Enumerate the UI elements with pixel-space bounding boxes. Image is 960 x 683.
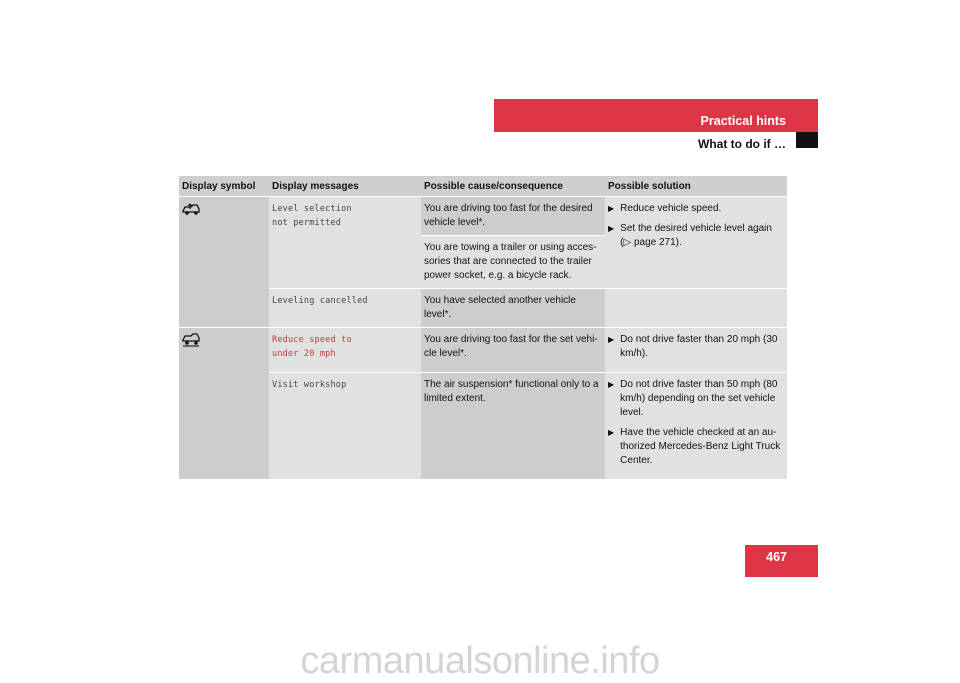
header-bar [494, 99, 818, 132]
solution-item [608, 222, 784, 250]
bullet-arrow-icon: ▶ [608, 224, 615, 233]
solution-cell [605, 328, 787, 373]
watermark: carmanualsonline.info [300, 640, 660, 682]
cause-cell: You are driving too fast for the set vehi-cle level*. [421, 328, 605, 373]
col-header-display-symbol: Display symbol [179, 176, 269, 197]
display-message-cell [269, 328, 421, 373]
col-header-display-messages: Display messages [269, 176, 421, 197]
table-row [179, 197, 787, 236]
display-symbol-cell [179, 197, 269, 328]
display-message-cell [269, 197, 421, 289]
table-row [179, 289, 787, 328]
display-symbol-cell [179, 328, 269, 480]
cause-cell: You are driving too fast for the desired vehicle level*. [421, 197, 605, 236]
section-subtitle: What to do if … [698, 137, 786, 151]
display-message: Level selection [272, 204, 352, 214]
table-header-row [179, 176, 787, 197]
display-message: Reduce speed to [272, 335, 352, 345]
solution-item [608, 426, 784, 468]
display-message: under 20 mph [272, 349, 336, 359]
bullet-arrow-icon: ▶ [608, 335, 615, 344]
solution-cell [605, 197, 787, 289]
page-number-box [745, 545, 818, 577]
display-message-cell [269, 289, 421, 328]
solution-text: Do not drive faster than 20 mph (30 km/h). [620, 334, 778, 359]
table-row [179, 373, 787, 480]
cause-cell: The air suspension* functional only to a limited extent. [421, 373, 605, 480]
col-header-possible-solution: Possible solution [605, 176, 787, 197]
table-row [179, 328, 787, 373]
bullet-arrow-icon: ▶ [608, 204, 615, 213]
solution-item [608, 378, 784, 420]
bullet-arrow-icon: ▶ [608, 428, 615, 437]
display-messages-table [179, 176, 787, 479]
bullet-arrow-icon: ▶ [608, 380, 615, 389]
solution-cell [605, 373, 787, 480]
display-message: Visit workshop [272, 380, 347, 390]
cause-cell: You have selected another vehicle level*. [421, 289, 605, 328]
col-header-possible-cause: Possible cause/consequence [421, 176, 605, 197]
cause-cell: You are towing a trailer or using acces-sories that are connected to the trailer power socket, e.g. a bicycle rack. [421, 236, 605, 289]
display-message-cell [269, 373, 421, 480]
page-number: 467 [766, 550, 787, 564]
vehicle-suspension-icon [182, 333, 200, 347]
solution-cell [605, 289, 787, 328]
header-marker [796, 132, 818, 148]
solution-text: Set the desired vehicle level again (▷ page 271). [620, 223, 772, 248]
level-up-vehicle-icon [182, 202, 200, 216]
section-title: Practical hints [700, 114, 786, 128]
solution-text: Do not drive faster than 50 mph (80 km/h) depending on the set vehicle level. [620, 379, 778, 418]
display-message: not permitted [272, 218, 342, 228]
solution-text: Reduce vehicle speed. [620, 203, 722, 214]
solution-text: Have the vehicle checked at an au-thorized Mercedes-Benz Light Truck Center. [620, 427, 781, 466]
display-message: Leveling cancelled [272, 296, 368, 306]
solution-item [608, 333, 784, 361]
solution-item [608, 202, 784, 216]
